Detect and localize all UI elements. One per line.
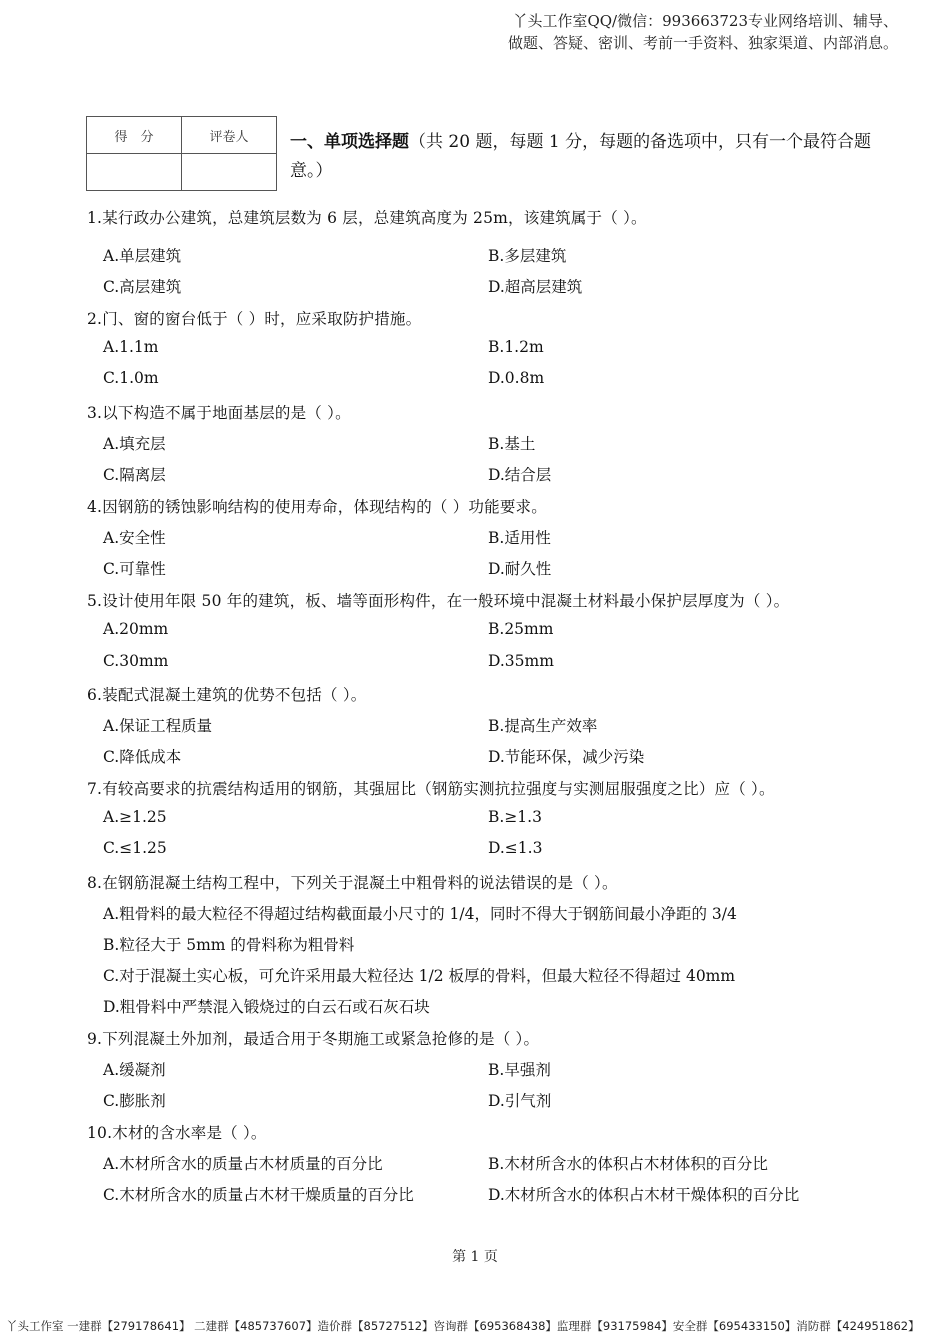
option: A.粗骨料的最大粒径不得超过结构截面最小尺寸的 1/4，同时不得大于钢筋间最小净距的 3/4: [103, 905, 737, 923]
option: A.20mm: [103, 620, 169, 638]
question-stem: 3.以下构造不属于地面基层的是（ ）。: [87, 404, 351, 422]
option: D.木材所含水的体积占木材干燥体积的百分比: [488, 1186, 800, 1204]
question-stem: 10.木材的含水率是（ ）。: [87, 1124, 267, 1142]
question-stem: 9.下列混凝土外加剂，最适合用于冬期施工或紧急抢修的是（ ）。: [87, 1030, 540, 1048]
option: D.节能环保，减少污染: [488, 748, 645, 766]
question-stem: 6.装配式混凝土建筑的优势不包括（ ）。: [87, 686, 367, 704]
option: A.填充层: [103, 435, 166, 453]
option: C.降低成本: [103, 748, 182, 766]
question-stem: 7.有较高要求的抗震结构适用的钢筋，其强屈比（钢筋实测抗拉强度与实测屈服强度之比）应（ ）。: [87, 780, 775, 798]
option: C.膨胀剂: [103, 1092, 166, 1110]
option: B.早强剂: [488, 1061, 551, 1079]
option: D.引气剂: [488, 1092, 552, 1110]
grader-cell: [182, 154, 277, 191]
section-title: [290, 128, 890, 186]
question-stem: 4.因钢筋的锈蚀影响结构的使用寿命，体现结构的（ ）功能要求。: [87, 498, 547, 516]
header-note: [378, 10, 898, 54]
option: A.安全性: [103, 529, 166, 547]
option: B.适用性: [488, 529, 551, 547]
option: D.结合层: [488, 466, 552, 484]
option: D.35mm: [488, 652, 554, 670]
option: A.缓凝剂: [103, 1061, 166, 1079]
section-title-bold: 一、单项选择题: [290, 132, 409, 152]
section-title-rest: （共 20 题，每题 1 分，每题的备选项中，只有一个最符合题意。）: [290, 132, 872, 181]
question-stem: 2.门、窗的窗台低于（ ）时，应采取防护措施。: [87, 310, 422, 328]
option: C.对于混凝土实心板，可允许采用最大粒径达 1/2 板厚的骨料，但最大粒径不得超过 40mm: [103, 967, 736, 985]
option: B.粒径大于 5mm 的骨料称为粗骨料: [103, 936, 355, 954]
option: C.30mm: [103, 652, 169, 670]
header-line-1: 丫头工作室QQ/微信：993663723专业网络培训、辅导、: [512, 12, 898, 30]
option: D.超高层建筑: [488, 278, 583, 296]
option: C.≤1.25: [103, 839, 167, 857]
option: A.保证工程质量: [103, 717, 213, 735]
header-line-2: 做题、答疑、密训、考前一手资料、独家渠道、内部消息。: [507, 34, 898, 52]
option: C.1.0m: [103, 369, 159, 387]
option: B.提高生产效率: [488, 717, 598, 735]
grader-label: 评卷人: [182, 117, 277, 154]
option: A.木材所含水的质量占木材质量的百分比: [103, 1155, 383, 1173]
page-number: 第 1 页: [452, 1249, 498, 1265]
option: B.基土: [488, 435, 536, 453]
option: A.1.1m: [103, 338, 159, 356]
score-table: [86, 116, 277, 191]
option: D.耐久性: [488, 560, 552, 578]
question-stem: 1.某行政办公建筑，总建筑层数为 6 层，总建筑高度为 25m，该建筑属于（ ）。: [87, 209, 647, 227]
option: C.高层建筑: [103, 278, 182, 296]
option: D.粗骨料中严禁混入锻烧过的白云石或石灰石块: [103, 998, 430, 1016]
footer-note: 丫头工作室 一建群【279178641】 二建群【485737607】造价群【85727512】咨询群【695368438】监理群【93175984】安全群【695433150】消防群【424951862】: [6, 1319, 920, 1333]
option: C.隔离层: [103, 466, 166, 484]
option: B.多层建筑: [488, 247, 567, 265]
option: A.单层建筑: [103, 247, 182, 265]
option: B.25mm: [488, 620, 554, 638]
option: D.≤1.3: [488, 839, 543, 857]
option: A.≥1.25: [103, 808, 167, 826]
option: B.≥1.3: [488, 808, 542, 826]
question-stem: 8.在钢筋混凝土结构工程中，下列关于混凝土中粗骨料的说法错误的是（ ）。: [87, 874, 618, 892]
option: C.可靠性: [103, 560, 166, 578]
option: B.木材所含水的体积占木材体积的百分比: [488, 1155, 768, 1173]
option: D.0.8m: [488, 369, 545, 387]
question-stem: 5.设计使用年限 50 年的建筑，板、墙等面形构件，在一般环境中混凝土材料最小保护层厚度为（ ）。: [87, 592, 790, 610]
score-label: 得 分: [87, 117, 182, 154]
option: C.木材所含水的质量占木材干燥质量的百分比: [103, 1186, 414, 1204]
score-cell: [87, 154, 182, 191]
option: B.1.2m: [488, 338, 544, 356]
